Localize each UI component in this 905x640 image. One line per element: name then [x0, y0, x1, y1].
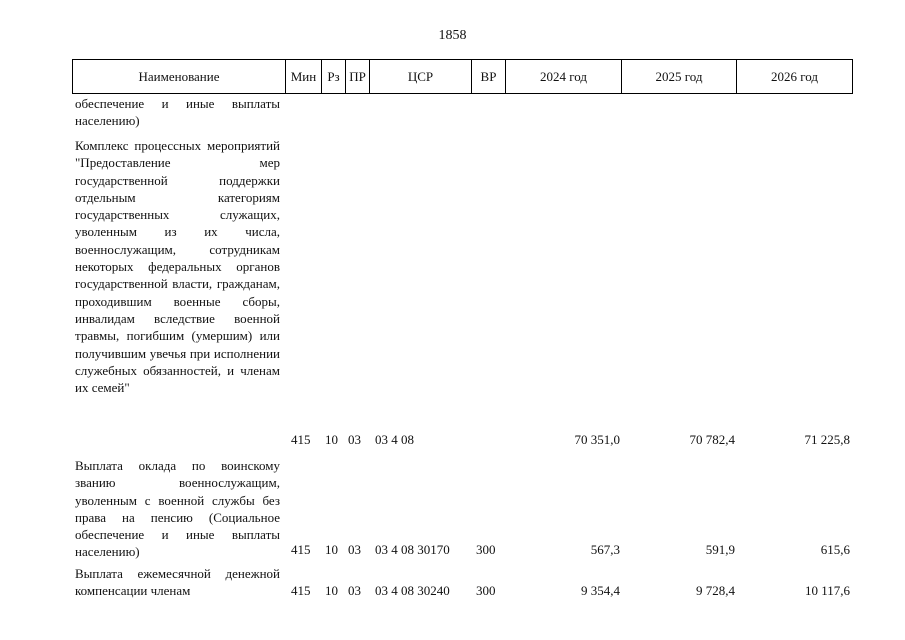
row-2026: 10 117,6	[804, 583, 850, 598]
row-2026: 615,6	[820, 542, 850, 557]
row-name: Выплата оклада по воинскому званию военнослужащим, уволенным с военной службы без права на пенсию (Социальное обеспечение и иные выплаты населению)	[75, 458, 280, 560]
row-csr: 03 4 08 30170	[375, 542, 450, 557]
row-name: обеспечение и иные выплаты населению)	[75, 96, 280, 129]
table-header	[72, 59, 853, 94]
row-pr: 03	[348, 432, 361, 447]
header-2025: 2025 год	[622, 60, 737, 93]
row-min: 415	[291, 542, 311, 557]
header-vr: ВР	[472, 60, 506, 93]
row-min: 415	[291, 432, 311, 447]
row-pr: 03	[348, 542, 361, 557]
header-csr: ЦСР	[370, 60, 472, 93]
row-2026: 71 225,8	[804, 432, 850, 447]
row-2024: 70 351,0	[574, 432, 620, 447]
row-name: Комплекс процессных мероприятий "Предоставление мер государственной поддержки отдельным категориям государственных служащих, уволенным из их числа, военнослужащим, сотрудникам некоторых федеральных органов государственной власти, гражданам, проходившим военные сборы, инвалидам вследствие военной травмы, погибшим (умершим) или получившим увечья при исполнении служебных обязанностей, и членам их семей"	[75, 138, 280, 396]
header-pr: ПР	[346, 60, 370, 93]
row-csr: 03 4 08	[375, 432, 414, 447]
row-csr: 03 4 08 30240	[375, 583, 450, 598]
row-min: 415	[291, 583, 311, 598]
row-name: Выплата ежемесячной денежной компенсации членам	[75, 566, 280, 599]
row-rz: 10	[325, 542, 338, 557]
header-rz: Рз	[322, 60, 346, 93]
row-2025: 591,9	[705, 542, 735, 557]
header-name: Наименование	[73, 60, 286, 93]
row-vr: 300	[476, 542, 496, 557]
page-number: 1858	[438, 28, 467, 43]
row-2024: 9 354,4	[581, 583, 620, 598]
row-2025: 70 782,4	[689, 432, 735, 447]
header-min: Мин	[286, 60, 322, 93]
row-rz: 10	[325, 583, 338, 598]
row-2025: 9 728,4	[696, 583, 735, 598]
header-2026: 2026 год	[771, 69, 818, 84]
row-2024: 567,3	[590, 542, 620, 557]
row-pr: 03	[348, 583, 361, 598]
row-vr: 300	[476, 583, 496, 598]
row-rz: 10	[325, 432, 338, 447]
header-2024: 2024 год	[506, 60, 622, 93]
